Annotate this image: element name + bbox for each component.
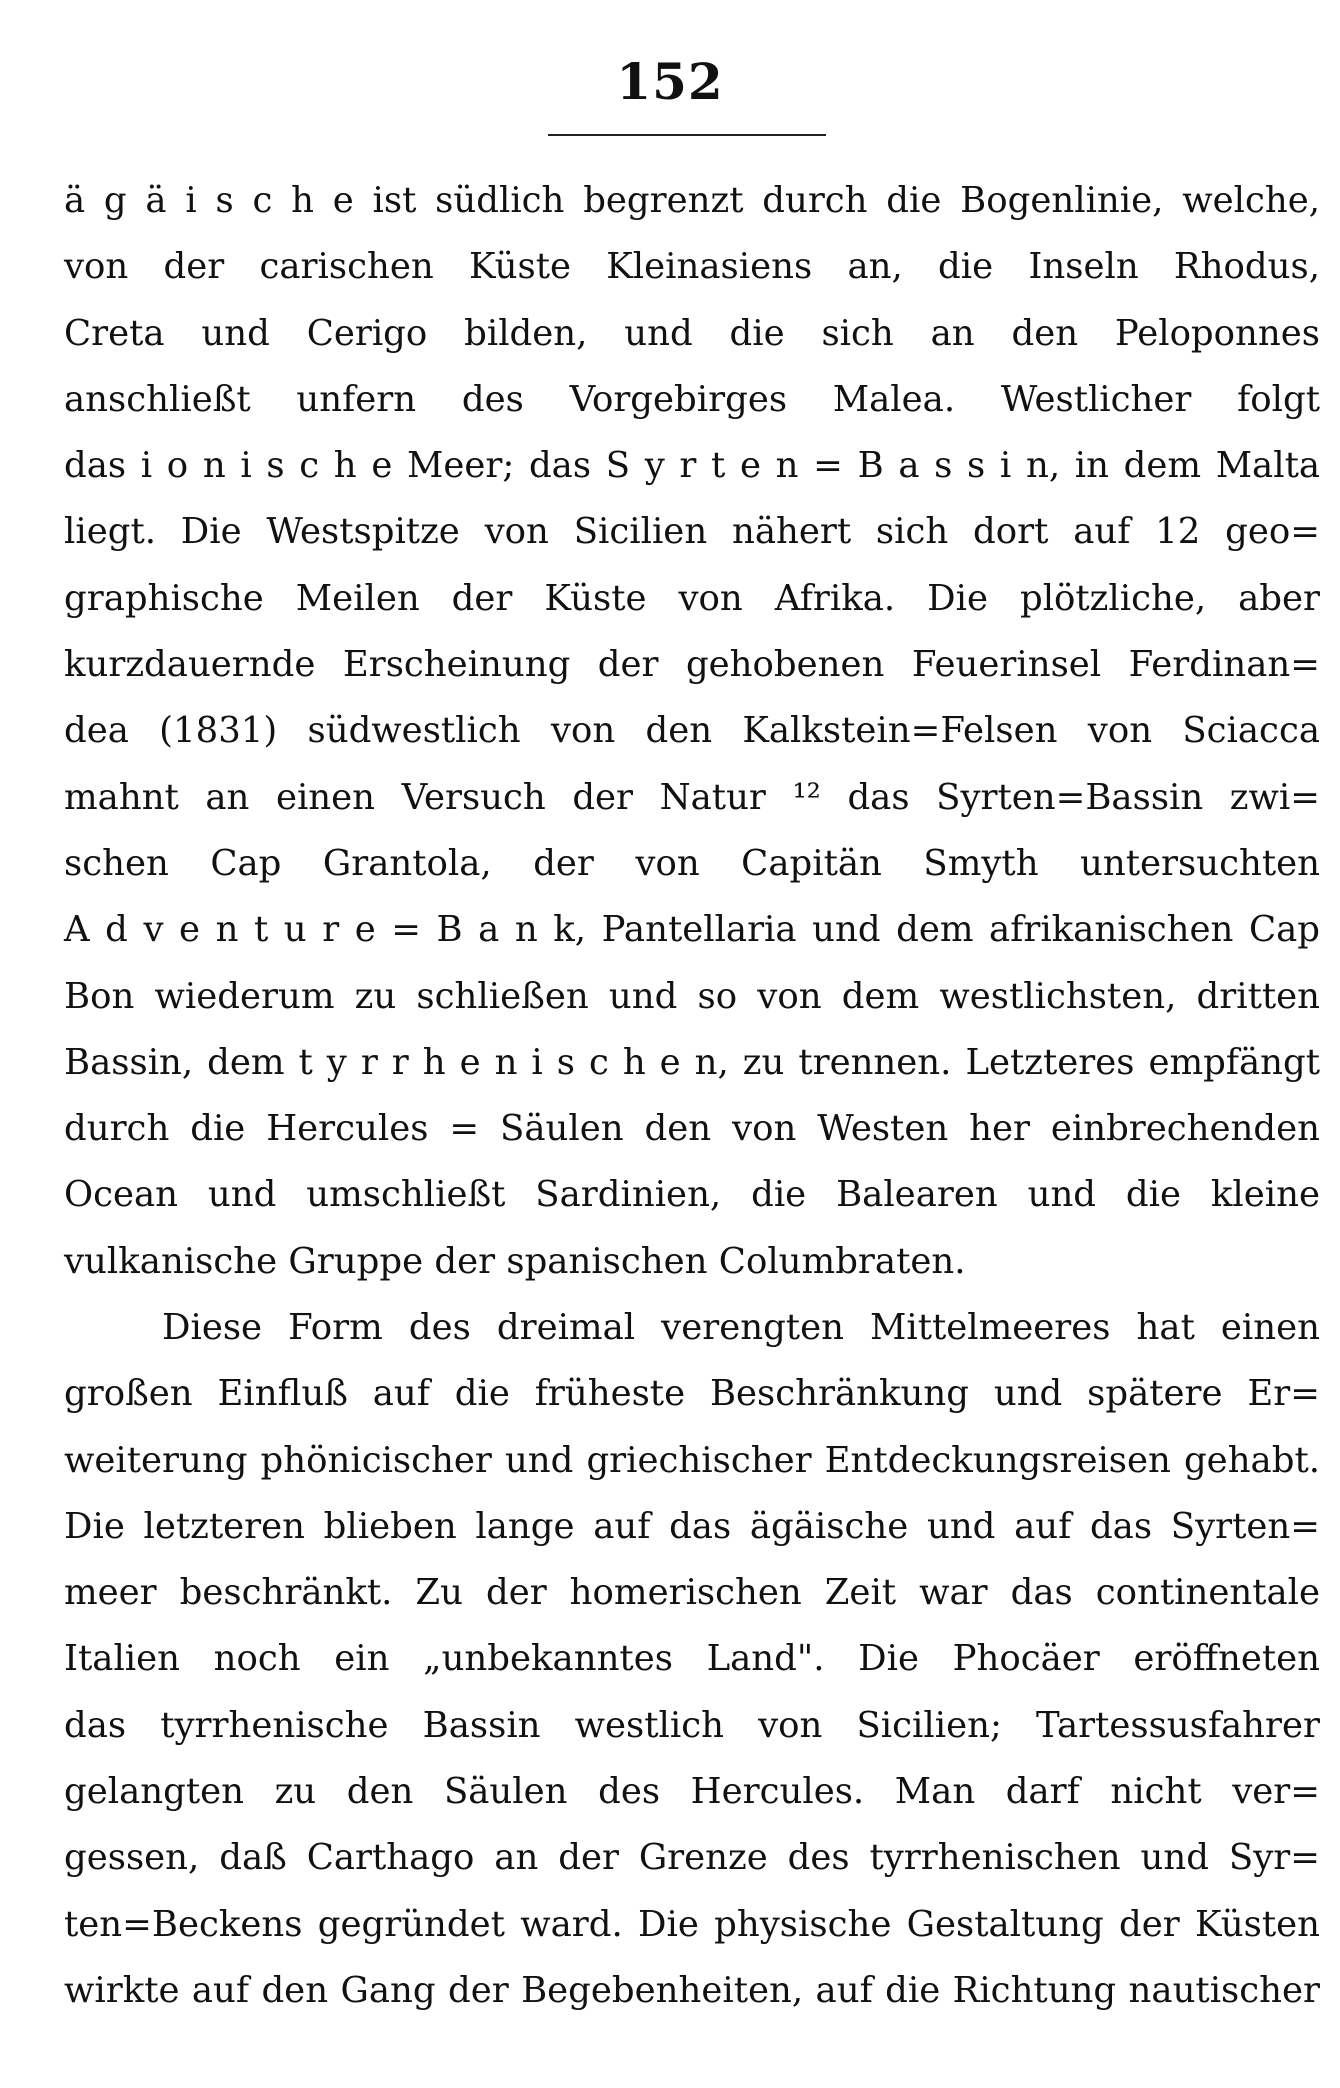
- text-line: wirkte auf den Gang der Begebenheiten, auf die Richtung nautischer: [64, 1969, 1320, 2011]
- text-line: liegt. Die Westspitze von Sicilien nähert sich dort auf 12 geo=: [64, 511, 1320, 553]
- text-line: graphische Meilen der Küste von Afrika. Die plötzliche, aber: [64, 577, 1320, 619]
- text-line: mahnt an einen Versuch der Natur ¹² das Syrten=Bassin zwi=: [64, 776, 1320, 818]
- text-line: weiterung phönicischer und griechischer Entdeckungsreisen gehabt.: [64, 1439, 1320, 1481]
- text-line: gessen, daß Carthago an der Grenze des tyrrhenischen und Syr=: [64, 1837, 1320, 1879]
- text-line: anschließt unfern des Vorgebirges Malea. Westlicher folgt: [64, 378, 1320, 420]
- text-line: gelangten zu den Säulen des Hercules. Man darf nicht ver=: [64, 1771, 1320, 1813]
- text-line: meer beschränkt. Zu der homerischen Zeit war das continentale: [64, 1572, 1320, 1614]
- text-line: ä g ä i s c h e ist südlich begrenzt durch die Bogenlinie, welche,: [64, 180, 1320, 221]
- text-line: das i o n i s c h e Meer; das S y r t e n = B a s s i n, in dem Malta: [64, 445, 1320, 487]
- page-number: 152: [616, 52, 724, 111]
- text-line: dea (1831) südwestlich von den Kalkstein=Felsen von Sciacca: [64, 710, 1320, 752]
- text-line: Diese Form des dreimal verengten Mittelmeeres hat einen: [162, 1307, 1320, 1348]
- text-line: Italien noch ein „unbekanntes Land". Die Phocäer eröffneten: [64, 1638, 1320, 1680]
- header-rule: [548, 134, 826, 136]
- text-line: Creta und Cerigo bilden, und die sich an den Peloponnes: [64, 312, 1320, 354]
- text-line: schen Cap Grantola, der von Capitän Smyth untersuchten: [64, 842, 1320, 884]
- paragraph-1: [64, 168, 1320, 1295]
- text-line: das tyrrhenische Bassin westlich von Sicilien; Tartessusfahrer: [64, 1704, 1320, 1746]
- text-line: Bassin, dem t y r r h e n i s c h e n, zu trennen. Letzteres empfängt: [64, 1041, 1320, 1083]
- text-line: Die letzteren blieben lange auf das ägäische und auf das Syrten=: [64, 1505, 1320, 1547]
- text-line: durch die Hercules = Säulen den von Westen her einbrechenden: [64, 1108, 1320, 1150]
- text-line: kurzdauernde Erscheinung der gehobenen Feuerinsel Ferdinan=: [64, 644, 1320, 686]
- text-line: A d v e n t u r e = B a n k, Pantellaria und dem afrikanischen Cap: [64, 909, 1320, 951]
- text-line: von der carischen Küste Kleinasiens an, die Inseln Rhodus,: [64, 246, 1320, 288]
- text-line: großen Einfluß auf die früheste Beschränkung und spätere Er=: [64, 1373, 1320, 1415]
- paragraph-2: [64, 1295, 1320, 2024]
- text-line: Bon wiederum zu schließen und so von dem westlichsten, dritten: [64, 975, 1320, 1017]
- text-line: ten=Beckens gegründet ward. Die physische Gestaltung der Küsten: [64, 1903, 1320, 1945]
- text-line: vulkanische Gruppe der spanischen Columbraten.: [64, 1240, 966, 1282]
- text-line: Ocean und umschließt Sardinien, die Balearen und die kleine: [64, 1174, 1320, 1216]
